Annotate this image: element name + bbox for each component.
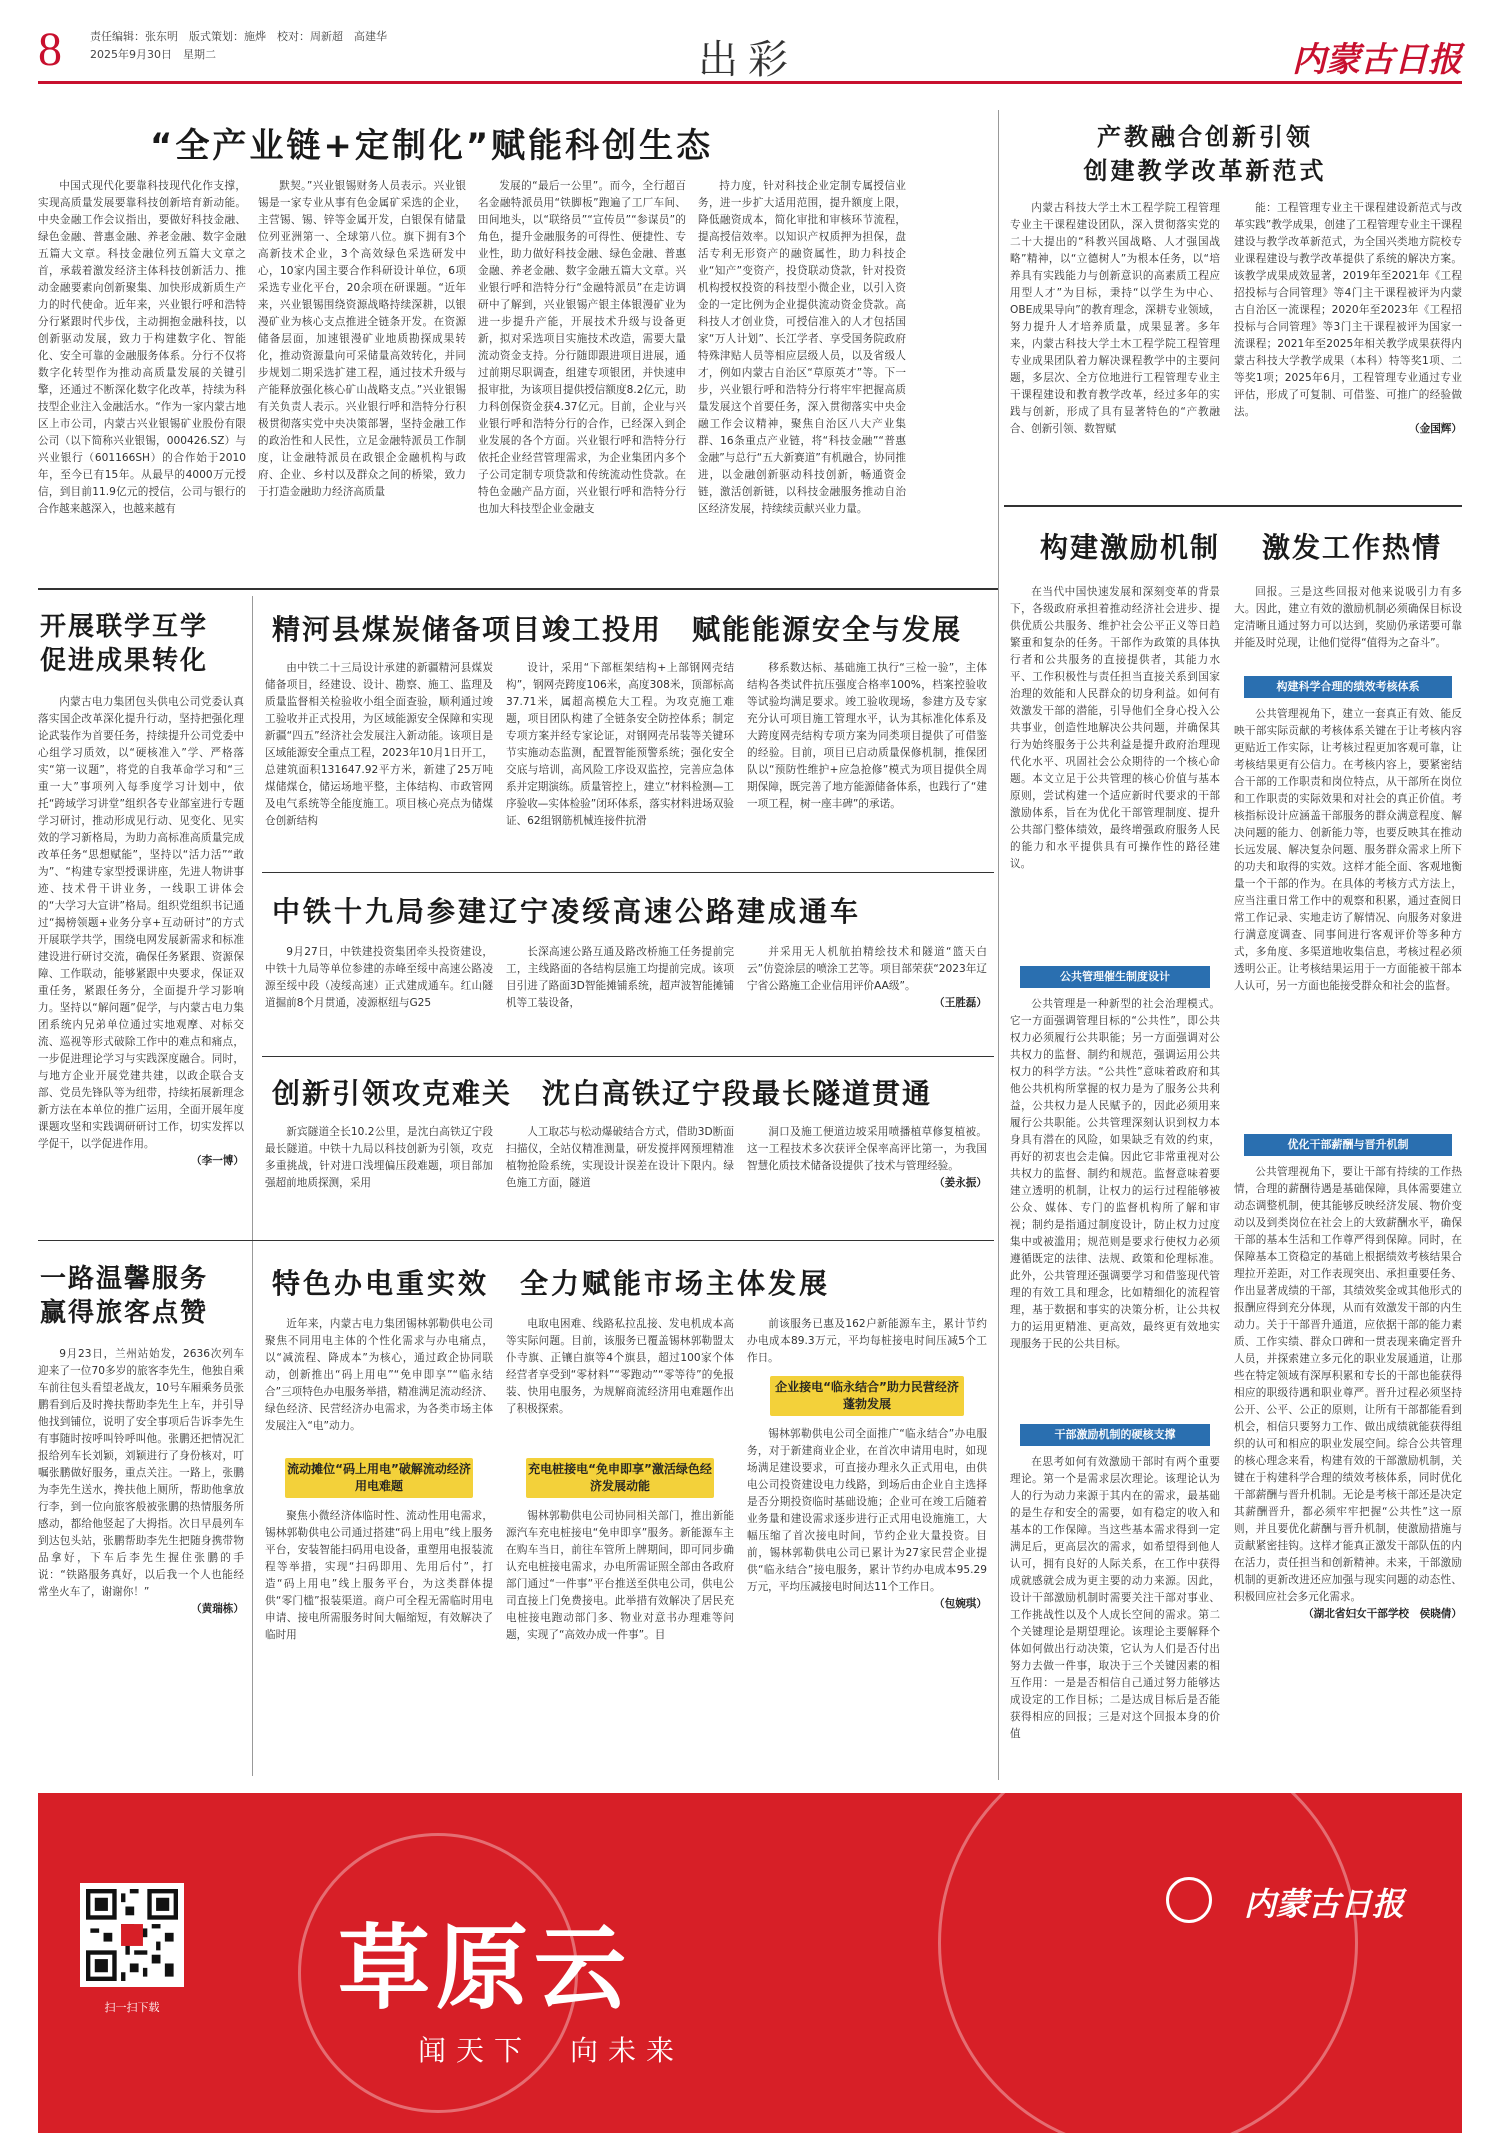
divider [1004,505,1462,507]
article3-col1-tail-text: 在思考如何有效激励干部时有两个重要理论。第一个是需求层次理论。该理论认为人的行为动力来源于其内在的需求，最基础的是生存和安全的需要，如有稳定的收入和基本的工作保障。当这些基本需求得到一定满足后，更高层次的需求，如希望得到他人认可，拥有良好的人际关系，在工作中获得成就感就会成为更主要的动力来源。因此，设计干部激励机制时需要关注干部对事业、工作挑战性以及个人成长空间的需求。第二个关键理论是期望理论。该理论主要解释个体如何做出行动决策，它认为人们是否付出努力去做一件事，取决于三个关键因素的相互作用：一是是否相信自己通过努力能够达成设定的工作目标；二是达成目标后是否能获得相应的回报；三是对这个回报本身的价值 [1010,1456,1220,1740]
article4-headline [40,610,208,678]
article2-col2-text: 能：工程管理专业主干课程建设新范式与改革实践”教学成果，创建了工程管理专业主干课程建设与教学改革新范式，为全国兴类地方院校专业课程建设与教学改革提供了系统的解决方案。该教学成果成效显著，2019年至2021年《工程招投标与合同管理》等4门主干课程被评为内蒙古自治区一流课程；2020年至2023年《工程招投标与合同管理》等3门主干课程被评为国家一流课程；2021年至2025年相关教学成果获得内蒙古科技大学教学成果（本科）特等奖1项、二等奖1项；2025年6月，工程管理专业通过专业评估，形成了可复制、可借鉴、可推广的经验做法。 [1234,202,1462,418]
article8-headline [40,1262,208,1330]
article3-subhead3: 构建科学合理的绩效考核体系 [1244,676,1452,698]
article9-col1-body [265,1508,493,1768]
article4-body-text: 内蒙古电力集团包头供电公司党委认真落实国企改革深化提升行动，坚持把强化理论武装作为首要任务，持续提升公司党委中心组学习质效，以“硬核准入”学、严格落实“第一议题”，将党的自我革命学习和“三重一大”事项列入每季度学习计划中，依托“跨域学习讲堂”组织各专业部室进行专题学习研讨，推动形成见行动、见变化、见实效的学习新格局，为助力高标准高质量完成改革任务“思想赋能”，坚持以“活力活”“敢为”、“构建专家型授课讲座，先进人物讲事迹、技术骨干讲业务，一线职工讲体会的“大学习大宣讲”格局。组织党组织书记通过“揭榜领题+业务分享+互动研讨”的方式开展联学共学，围绕电网发展新需求和标准建设进行研讨交流，确保任务紧跟、资源保障、工作联动，能够紧跟中央要求，保证双重任务，紧跟任务分，全面提升学习影响力。坚持以“解问题”促学，与内蒙古电力集团系统内兄弟单位通过实地观摩、对标交流、巡视等形式破除工作中的难点和痛点，一步促进理论学习与实践深度融合。同时，与地方企业开展党建共建，以政企联合支部、党员先锋队等为纽带，持续拓展新理念新方法在本单位的推广运用，全面开展年度课题攻坚和实践调研研讨工作，切实发挥以学促干，以学促进作用。 [38,696,244,1150]
article4-body [38,694,244,1194]
article8-headline-line2: 赢得旅客点赞 [40,1298,209,1328]
ad-logo: 内蒙古日报 [1243,1885,1404,1923]
qr-caption: 扫一扫下载 [104,2001,160,2014]
article2-headline-line2: 创建教学改革新范式 [1083,157,1327,185]
article6-col2 [506,944,734,1048]
article3-col2-body1-text: 公共管理视角下，建立一套真正有效、能反映干部实际贡献的考核体系关键在于让考核内容更贴近工作实际，让考核过程更加客观可靠，让考核结果更有公信力。在考核内容上，要紧密结合干部的工作职责和岗位特点，从干部所在岗位和工作职责的实际效果和对社会的真正价值。考核指标设计应涵盖干部服务的群众满意程度、解决问题的能力、创新能力等，也要反映其在推动长远发展、解决复杂问题、服务群众需求上所下的功夫和取得的实效。这样才能全面、客观地衡量一个干部的作为。在具体的考核方式方法上，应当注重日常工作中的观察和积累，通过查阅日常工作记录、实地走访了解情况、向服务对象进行满意度调查、同事间进行客观评价等多种方式，多角度、多渠道地收集信息，考核过程必须透明公正。让考核结果运用于一方面能被干部本人认可，另一方面也能接受群众和社会的监督。 [1234,708,1462,992]
article8-author: （黄瑞栋） [191,1603,244,1615]
article2-headline-line1: 产教融合创新引领 [1097,123,1313,151]
article2-col2 [1234,200,1462,520]
article5-col2-text: 设计，采用“下部框架结构+上部钢网壳结构”，钢网壳跨度106米，高度308米，顶部标高37.71米，属超高模危大工程。为攻克施工难题，项目团队构建了全链条安全防控体系；制定专项方案并经专家论证，对钢网壳吊装等关键环节实施动态监测，配置智能预警系统；强化安全交底与培训，高风险工序设双监控，完善应急体系并定期演练。质量管控上，建立“材料检测—工序验收—实体检验”闭环体系，落实材料进场双验证、62组钢筋机械连接件抗滑 [506,662,734,827]
article9-col2-body [506,1508,734,1768]
ad-brand: 草原云 [338,1914,633,2022]
article9-col2-body-text: 锡林郭勒供电公司协同相关部门，推出新能源汽车充电桩接电“免申即享”服务。新能源车主在购车当日，前往车管所上牌期间，即可同步确认充电桩接电需求，办电所需证照全部由各政府部门通过“一件事”平台推送至供电公司，供电公司直接上门免费接电。此举措有效解决了居民充电桩接电跑动部门多、物业对意书办理难等问题，实现了“高效办成一件事”。目 [506,1510,734,1641]
article9-subhead3: 企业接电“临永结合”助力民营经济蓬勃发展 [770,1376,964,1416]
article8-body-text: 9月23日，兰州站始发，2636次列车迎来了一位70多岁的旅客李先生，他独自乘车前往包头看望老战友，10号车厢乘务员张鹏看到后及时搀扶帮助李先生上车，并引导他找到铺位，说明了安全事项后告诉李先生有事随时按呼叫铃呼叫他。张鹏还把情况汇报给列车长刘颖，刘颖进行了身份核对，叮嘱张鹏做好服务，重点关注。一路上，张鹏为李先生送水，搀扶他上厕所，帮助他拿放行李，到一位向旅客般被张鹏的热情服务所感动，都给他竖起了大拇指。次日早晨列车到达包头站，张鹏帮助李先生把随身携带物品拿好，下车后李先生握住张鹏的手说：“铁路服务真好，以后我一个人也能经常坐火车了，谢谢你！” [38,1348,244,1598]
article9-subhead1: 流动摊位“码上用电”破解流动经济用电难题 [285,1458,473,1498]
article9-subhead2: 充电桩接电“免申即享”激活绿色经济发展动能 [526,1458,714,1498]
article9-col3-top [747,1316,987,1370]
article1-col1 [38,178,246,578]
page-number: 8 [38,23,62,76]
masthead [38,22,1462,84]
article7-col2-text: 人工取芯与松动爆破结合方式，借助3D断面扫描仪，全站仪精准测量，研发搅拌网预埋精准植物抢险系统，实现设计误差在设计下限内。绿色施工方面，隧道 [506,1126,734,1189]
divider [38,588,998,590]
article3-headline-right: 激发工作热情 [1262,531,1443,564]
article5-headline: 精河县煤炭储备项目竣工投用 赋能能源安全与发展 [272,613,963,646]
article3-col2-body1 [1234,706,1462,1126]
article3-col2-top-text: 回报。三是这些回报对他来说吸引力有多大。因此，建立有效的激励机制必须确保目标设定清晰且通过努力可以达到，奖励仍承诺要可靠并能及时兑现，让他们觉得“值得为之奋斗”。 [1234,586,1462,649]
editors-info [90,28,387,64]
article3-col1-body-text: 公共管理是一种新型的社会治理模式。它一方面强调管理目标的“公共性”，即公共权力必须履行公共职能；另一方面强调对公共权力的监督、制约和规范，强调运用公共权力的科学方法。“公共性”意味着政府和其他公共机构所掌握的权力是为了服务公共利益，公共权力是人民赋予的，因此必须用来履行公共职能。公共管理深刻认识到权力本身具有潜在的风险，如果缺乏有效的约束，再好的初衷也会走偏。因此它非常重视对公共权力的监督、制约和规范。监督意味着要建立透明的机制，让权力的运行过程能够被公众、媒体、专门的监督机构所了解和审视；制约是指通过制度设计，防止权力过度集中或被滥用；规范则是要求行使权力必须遵循既定的法律、法规、政策和伦理标准。此外，公共管理还强调要学习和借鉴现代管理的有效工具和理念，比如精细化的流程管理，基于数据和事实的决策分析，让公共权力的运用更精准、更高效，最终更有效地实现服务于民的公共目标。 [1010,998,1220,1350]
article3-intro-text: 在当代中国快速发展和深刻变革的背景下，各级政府承担着推动经济社会进步、提供优质公共服务、维护社会公平正义等日趋繁重和复杂的任务。干部作为政策的具体执行者和公共服务的直接提供者，其能力水平、工作积极性与责任担当直接关系到国家治理的效能和人民群众的切身利益。如何有效激发干部的潜能，引导他们全身心投入公共事业，创造性地解决公共问题，并确保其行为始终服务于公共利益是提升政府治理现代化水平、巩固社会公众期待的一个核心命题。本文立足于公共管理的核心价值与基本原则，尝试构建一个适应新时代要求的干部激励体系，旨在为优化干部管理制度、提升公共部门整体绩效，最终增强政府服务人民的能力和水平提供具有可操作性的路径建议。 [1010,586,1220,870]
column-rule [998,110,999,1780]
article4-headline-line1: 开展联学互学 [40,612,209,642]
section-title: 出彩 [698,37,798,83]
article8-headline-line1: 一路温馨服务 [40,1264,209,1294]
article3-col1-tail [1010,1454,1220,1774]
article9-intro-text: 近年来，内蒙古电力集团锡林郭勒供电公司聚焦不同用电主体的个性化需求与办电痛点，以“减流程、降成本”为核心，通过政企协同联动，创新推出“码上用电”“免申即享”“临永结合”三项特色办电服务举措，精准满足流动经济、绿色经济、民营经济办电需求，为各类市场主体发展注入“电”动力。 [265,1318,493,1432]
decorative-swirl [938,1793,1358,2133]
article7-col3-text: 洞口及施工便道边坡采用喷播植草修复植被。这一工程技术多次获评全保率高评比第一，为我国智慧化质技术储备设提供了技术与管理经验。 [747,1126,987,1172]
article7-col1-text: 新宾隧道全长10.2公里，是沈白高铁辽宁段最长隧道。中铁十九局以科技创新为引领，攻克多重挑战，针对进口浅埋偏压段难题，项目部加强超前地质探测，采用 [265,1126,493,1189]
article1-headline: “全产业链+定制化”赋能科创生态 [150,126,714,166]
date-line: 2025年9月30日 星期二 [90,48,216,61]
column-rule [252,596,253,1776]
qr-code[interactable] [80,1883,184,1987]
article1-col4-text: 持力度，针对科技企业定制专属授信业务，进一步扩大适用范围，提升额度上限，降低融资成本，简化审批和审核环节流程，提高授信效率。以知识产权质押为担保，盘活专利无形资产的融资属性，助力科技企业“知产”变资产，投贷联动贷款，针对投资机构授权投资的科技型小微企业，以引入资金的一定比例为企业提供流动资金贷款。高科技人才创业贷，可授信准入的人才包括国家“万人计划”、长江学者、享受国务院政府特殊津贴人员等相应层级人员，以及省级人才，例如内蒙古自治区“草原英才”等。下一步，兴业银行呼和浩特分行将牢牢把握高质量发展这个首要任务，深入贯彻落实中央金融工作会议精神，聚焦自治区八大产业集群、16条重点产业链，将“科技金融”“普惠金融”与总行“五大新赛道”有机融合，协同推进，以金融创新驱动科技创新，畅通资金链，激活创新链，以科技金融服务推动自治区经济发展，持续续贡献兴业力量。 [698,180,906,515]
article2-author: （金国辉） [1409,423,1462,435]
editors-line: 责任编辑：张东明 版式策划：施烨 校对：周新超 高建华 [90,30,387,43]
article6-col1 [265,944,493,1048]
article7-col3 [747,1124,987,1228]
article3-col2-top [1234,584,1462,670]
article3-intro [1010,584,1220,960]
article7-author: （姜永振） [934,1177,987,1189]
article3-author: （湖北省妇女干部学校 侯晓倩） [1303,1608,1462,1620]
newspaper-logo-icon [1166,1877,1212,1923]
article9-author: （包婉琪） [934,1598,987,1610]
article9-col2-top-text: 电取电困难、线路私拉乱接、发电机成本高等实际问题。目前，该服务已覆盖锡林郭勒盟太仆寺旗、正镶白旗等4个旗县，超过100家个体经营者享受到“零材料”“零跑动”“零等待”的免报装、快用电服务，为规解商流经济用电难题作出了积极探索。 [506,1318,734,1415]
article3-subhead2: 干部激励机制的硬核支撑 [1020,1424,1210,1446]
article5-col3-text: 移系数达标、基础施工执行“三检一验”，主体结构各类试件抗压强度合格率100%，档案控验收等试验均满足要求。竣工验收现场，参建方及专家充分认可项目施工管理水平，认为其标准化体系及大跨度网壳结构专项方案为同类项目提供了可借鉴的经验。目前，项目已启动质量保修机制，推保团队以“预防性维护+应急抢修”模式为项目提供全周期保障，既完善了地方能源储备体系，也践行了“建一项工程，树一座丰碑”的承诺。 [747,662,987,810]
article5-col1-text: 由中铁二十三局设计承建的新疆精河县煤炭储备项目，经建设、设计、勘察、施工、监理及质量监督相关检验收小组全面查验，顺利通过竣工验收并正式投用，为区域能源安全保障和实现新疆“四五”经济社会发展注入新动能。该项目是区域能源安全重点工程，2023年10月1日开工，总建筑面积131647.92平方米，新建了25万吨煤储煤仓，储运场地平整，主体结构、市政管网及电气系统等全能度施工。项目核心亮点为储煤仓创新结构 [265,662,493,827]
article3-col2-body2 [1234,1164,1462,1758]
article4-author: （李一博） [191,1155,244,1167]
article3-col2-body2-text: 公共管理视角下，要让干部有持续的工作热情，合理的薪酬待遇是基础保障，具体需要建立动态调整机制，使其能够反映经济发展、物价变动以及到类岗位在社会上的大致薪酬水平，确保干部的基本生活和工作尊严得到保障。同时，在保障基本工资稳定的基础上根据绩效考核结果合理拉开差距，对工作表现突出、承担重要任务、作出显著成绩的干部，其绩效奖金或其他形式的报酬应得到充分体现，从而有效激发干部的内生动力。关于干部晋升通道，应依据干部的能力素质、工作实绩、群众口碑和一贯表现来确定晋升人员，并探索建立多元化的职业发展通道，让那些在特定领域有深厚积累和专长的干部也能获得相应的职级待遇和职业尊严。晋升过程必须坚持公开、公平、公正的原则，让所有干部都能看到机会，相信只要努力工作、做出成绩就能获得组织的认可和相应的职业发展空间。综合公共管理的核心理念来看，构建有效的干部激励机制，关键在于构建科学合理的绩效考核体系，同时优化干部薪酬与晋升机制。无论是考核干部还是决定其薪酬晋升，都必须牢牢把握“公共性”这一原则，并且要优化薪酬与晋升机制，使激励措施与贡献紧密挂钩。这样才能真正激发干部队伍的内在活力，责任担当和创新精神。未来，干部激励机制的更新改进还应加强与现实问题的动态性、积极回应社会多元化需求。 [1234,1166,1462,1603]
article7-col1 [265,1124,493,1228]
article6-headline: 中铁十九局参建辽宁凌绥高速公路建成通车 [272,895,862,928]
article6-col1-text: 9月27日，中铁建投资集团牵头投资建设，中铁十九局等单位参建的赤峰至绥中高速公路凌源至绥中段（凌绥高速）正式建成通车。红山隧道掘前8个月贯通，凌源枢纽与G25 [265,946,493,1009]
article1-col1-text: 中国式现代化要靠科技现代化作支撑，实现高质量发展要靠科技创新培育新动能。中央金融工作会议指出，要做好科技金融、绿色金融、普惠金融、养老金融、数字金融五篇大文章。科技金融位列五篇大文章之首，承载着激发经济主体科技创新活力、推动金融要素向创新聚集、加快形成新质生产力的时代使命。近年来，兴业银行呼和浩特分行紧跟时代步伐，主动拥抱金融科技，以创新驱动发展，致力于构建数字化、智能化、安全可靠的金融服务体系。分行不仅将数字化转型作为推动高质量发展的关键引擎，还通过不断深化数字化改革，持续为科技型企业注入金融活水。“作为一家内蒙古地区上市公司，内蒙古兴业银锡矿业股份有限公司（以下简称兴业银锡，000426.SZ）与兴业银行（601166SH）的合作始于2010年，至今已有15年。从最早的4000万元授信，到目前11.9亿元的授信，公司与银行的合作越来越深入，也越来越有 [38,180,246,515]
divider [262,1056,994,1057]
article6-author: （王胜磊） [934,997,987,1009]
advertisement-banner[interactable] [38,1793,1462,2133]
article9-col1-body-text: 聚焦小微经济体临时性、流动性用电需求，锡林郭勒供电公司通过搭建“码上用电”线上服务平台，安装智能扫码用电设备，重塑用电报装流程等举措，实现“扫码即用、先用后付”，打造“码上用电”线上服务平台，为这类群体提供“零门槛”报装渠道。商户可全程无需临时用电申请、接电所需服务时间大幅缩短，有效解决了临时用 [265,1510,493,1641]
article7-col2 [506,1124,734,1228]
article2-col1-text: 内蒙古科技大学土木工程学院工程管理专业主干课程建设团队，深入贯彻落实党的二十大提出的“科教兴国战略、人才强国战略”精神，以“立德树人”为根本任务，以“培养具有实践能力与创新意识的高素质工程应用型人才”为目标，秉持“以学生为中心、OBE成果导向”的教育理念，深耕专业领域，努力提升人才培养质量，成果显著。多年来，内蒙古科技大学土木工程学院工程管理专业成果团队着力解决课程教学中的主要问题，多层次、全方位地进行工程管理专业主干课程建设和教育教学改革，经过多年的实践与创新，形成了具有显著特色的“产教融合、创新引领、数智赋 [1010,202,1220,435]
article6-col2-text: 长深高速公路互通及路改桥施工任务提前完工，主线路面的各结构层施工均提前完成。该项目引进了路面3D智能摊铺系统，超声波智能摊铺机等工装设备， [506,946,734,1009]
ad-slogan: 闻天下 向未来 [418,2034,685,2067]
article9-col3-top-text: 前该服务已惠及162户新能源车主，累计节约办电成本89.3万元，平均每桩接电时间压减5个工作日。 [747,1318,987,1364]
article3-subhead4: 优化干部薪酬与晋升机制 [1244,1134,1452,1156]
article5-col2 [506,660,734,860]
article3-headline-left: 构建激励机制 [1040,531,1221,564]
article3-subhead1: 公共管理催生制度设计 [1020,966,1210,988]
article9-col3-body [747,1426,987,1768]
article7-headline: 创新引领攻克难关 沈白高铁辽宁段最长隧道贯通 [272,1077,933,1110]
article5-col1 [265,660,493,860]
article1-col3-text: 发展的“最后一公里”。而今，全行超百名金融特派员用“铁脚板”跑遍了工厂车间、田间地头，以“联络员”“宣传员”“参谋员”的角色，提升金融服务的可得性、便捷性、专业性，助力做好科技金融、绿色金融、普惠金融、养老金融、数字金融五篇大文章。兴业银行呼和浩特分行“金融特派员”在走访调研中了解到，兴业银锡产银主体银漫矿业为进一步提升产能，开展技术升级与设备更新，拟对采选项目实施技术改造，需要大量流动资金支持。分行随即跟进项目进展，通过前期尽职调查，组建专项银团，并快速申报审批，为该项目提供授信额度8.2亿元，助力科创保资金获4.37亿元。目前，企业与兴业银行呼和浩特分行的合作，已经深入到企业发展的各个方面。兴业银行呼和浩特分行依托企业经营管理需求，为企业集团内多个子公司定制专项贷款和传统流动性贷款。在特色金融产品方面，兴业银行呼和浩特分行也加大科技型企业金融支 [478,180,686,515]
divider [262,872,994,873]
paper-logo: 内蒙古日报 [1292,40,1462,80]
qr-code-icon [86,1889,178,1981]
article1-col2 [258,178,466,578]
divider [38,1240,994,1241]
article8-body [38,1346,244,1766]
article2-col1 [1010,200,1220,520]
article1-col3 [478,178,686,578]
article3-col1-body [1010,996,1220,1416]
article9-col3-body-text: 锡林郭勒供电公司全面推广“临永结合”办电服务，对于新建商业企业，在首次申请用电时，如现场满足建设要求，可直接办理永久正式用电，由供电公司投资建设电力线路，到场后由企业自主选择是否分期投资临时基础设施；企业可在竣工后随着业务量和建设需求逐步进行正式用电设施施工，大幅压缩了首次接电时间，节约企业大量投资。目前，锡林郭勒供电公司已累计为27家民营企业提供“临永结合”接电服务，累计节约办电成本95.29万元，平均压减接电时间达11个工作日。 [747,1428,987,1593]
article5-col3 [747,660,987,860]
article9-headline: 特色办电重实效 全力赋能市场主体发展 [272,1267,831,1300]
article1-col2-text: 默契。”兴业银锡财务人员表示。兴业银锡是一家专业从事有色金属矿采选的企业，主营锡、锡、锌等金属开发，白银保有储量位列亚洲第一、全球第八位。旗下拥有3个高新技术企业，3个高效绿色采选研发中心，10家内国主要合作科研设计单位，6项采选专业化平台，20余项在研课题。“近年来，兴业银锡围绕资源战略持续深耕，以银漫矿业为核心支点推进全链条开发。在资源储备层面，加速银漫矿业地质勘探成果转化，推动资源量向可采储量高效转化，并同步规划二期采选扩建工程，通过技术升级与产能释放强化核心矿山战略支点。”兴业银锡有关负责人表示。兴业银行呼和浩特分行积极贯彻落实党中央决策部署，坚持金融工作的政治性和人民性，立足金融特派员工作制度，让金融特派员在政银企金融机构与政府、企业、乡村以及群众之间的桥梁，致力于打造金融助力经济高质量 [258,180,466,498]
article4-headline-line2: 促进成果转化 [40,646,209,676]
article9-col2-top [506,1316,734,1452]
article9-intro [265,1316,493,1452]
article6-col3-text: 并采用无人机航拍精绘技术和隧道“篮天白云”仿瓷涂层的喷涂工艺等。项目部荣获“2023年辽宁省公路施工企业信用评价AA级”。 [747,946,987,992]
article2-headline [1040,120,1370,188]
article6-col3 [747,944,987,1048]
article1-col4 [698,178,906,578]
